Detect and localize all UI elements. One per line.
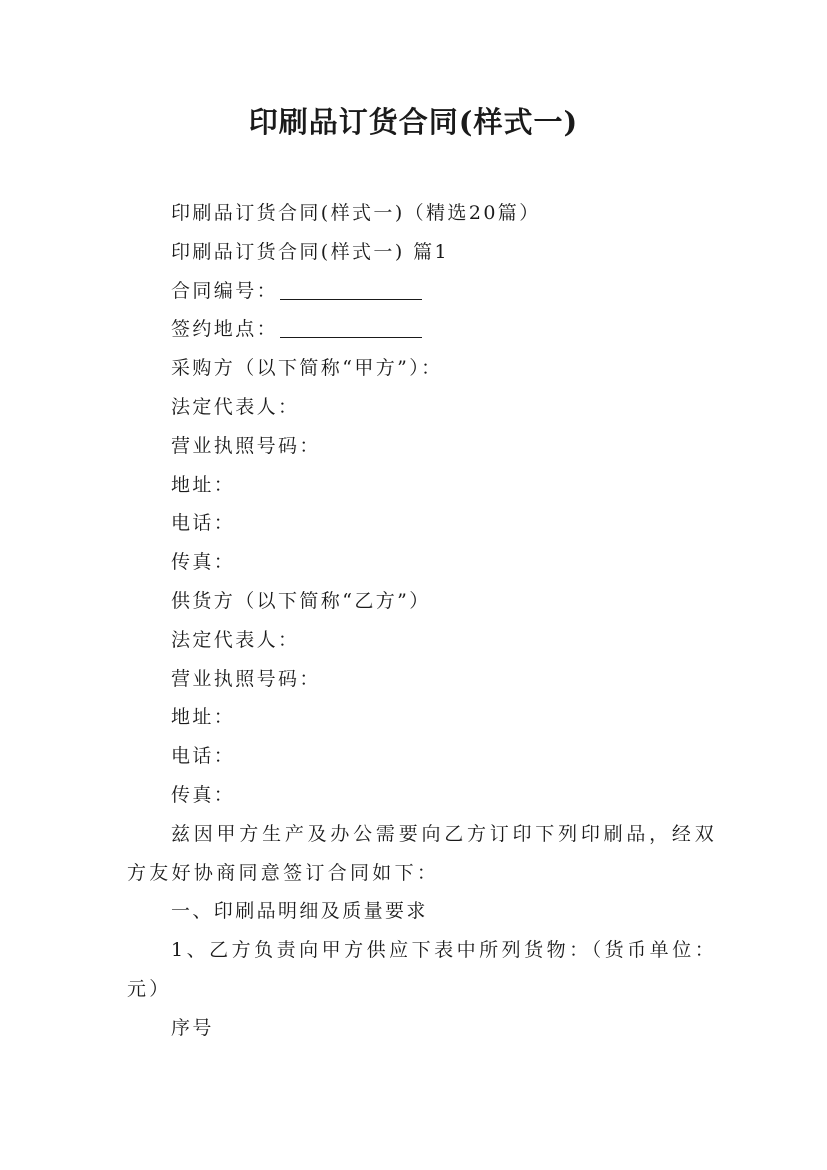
party-a-phone: 电话： (171, 512, 236, 535)
subtitle-line: 印刷品订货合同(样式一)（精选20篇） (171, 202, 541, 224)
signing-place-row (127, 310, 717, 349)
document-title: 印刷品订货合同(样式一) (248, 105, 579, 139)
intro-paragraph: 兹因甲方生产及办公需要向乙方订印下列印刷品，经双方友好协商同意签订合同如下： (127, 822, 717, 884)
contract-number-blank (280, 275, 422, 300)
party-b-address: 地址： (171, 706, 236, 729)
party-b-heading: 供货方（以下简称“乙方”） (171, 589, 431, 612)
section-heading: 印刷品订货合同(样式一) 篇1 (171, 240, 449, 263)
party-a-heading: 采购方（以下简称“甲方”）： (171, 357, 443, 380)
party-b-legal-rep: 法定代表人： (171, 628, 300, 651)
party-b-license-no: 营业执照号码： (171, 667, 321, 690)
party-a-fax: 传真： (171, 551, 236, 574)
contract-number-label: 合同编号： (171, 279, 279, 302)
party-a-address: 地址： (171, 473, 236, 496)
party-a-legal-rep: 法定代表人： (171, 395, 300, 418)
party-a-license-no: 营业执照号码： (171, 434, 321, 457)
party-b-fax: 传真： (171, 783, 236, 806)
document-body (127, 194, 717, 1048)
clause-1-heading: 一、印刷品明细及质量要求 (171, 900, 428, 923)
signing-place-blank (280, 313, 422, 338)
clause-1-1: 1、乙方负责向甲方供应下表中所列货物：（货币单位：元） (127, 939, 717, 1000)
signing-place-label: 签约地点： (171, 318, 279, 341)
party-b-phone: 电话： (171, 745, 236, 768)
table-header-serial: 序号 (171, 1016, 214, 1039)
contract-number-row (127, 272, 717, 311)
